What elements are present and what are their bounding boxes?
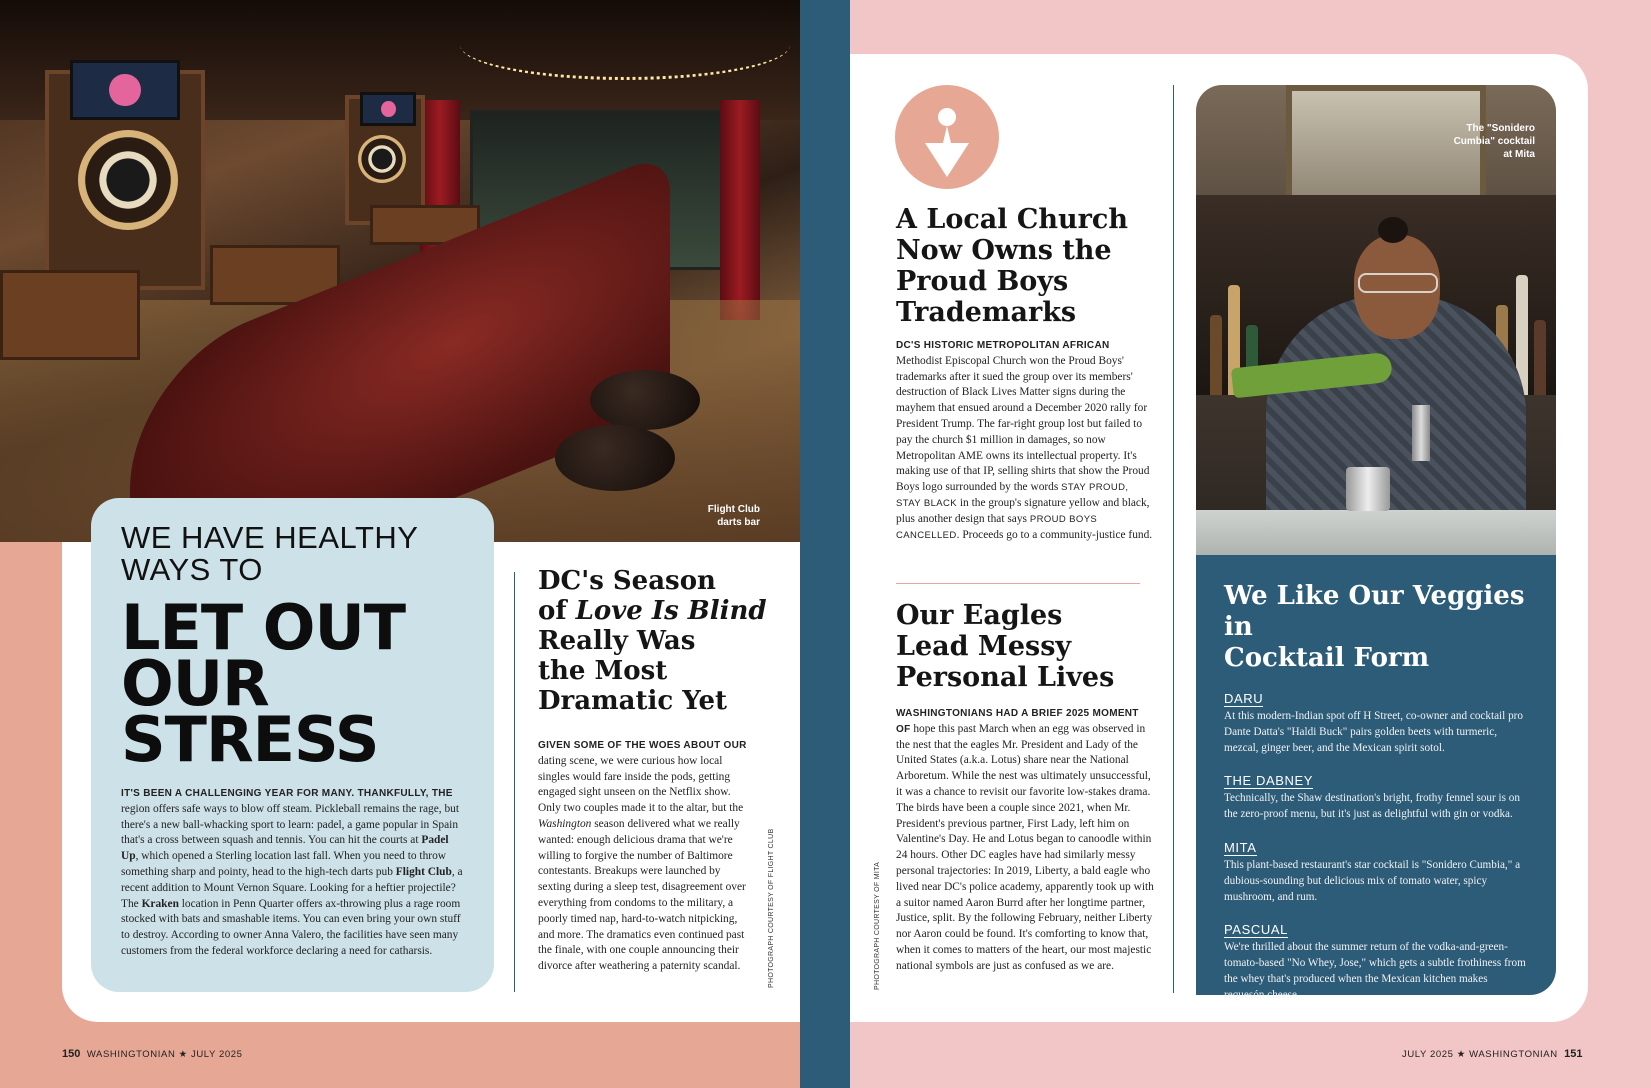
pin-icon: [895, 85, 999, 189]
pin-badge: [895, 85, 999, 189]
veggie-item: [1224, 919, 1528, 1003]
church-headline: [896, 204, 1156, 328]
restaurant-name: THE DABNEY: [1224, 773, 1314, 789]
headline-line: Lead Messy: [896, 631, 1072, 662]
restaurant-desc: We're thrilled about the summer return of the vodka-and-green-tomato-based "No Whey, Jose," which gets a subtle frothiness from the whey that's produced when the Mexican kitchen makes requesón cheese.: [1224, 941, 1526, 1001]
lib-lead: GIVEN SOME OF THE WOES ABOUT OUR: [538, 740, 747, 751]
caption-line: darts bar: [717, 517, 760, 528]
stress-sidebar: [91, 498, 494, 992]
love-is-blind-body: [538, 738, 756, 975]
body-span: Methodist Episcopal Church won the Proud Boys' trademarks after it sued the group over its members' destruction of Black Lives Matter signs during the mayhem that ensued around a December 2020 rally for President Trump. The far-right group lost but failed to pay the church $1 million in damages, so now Metropolitan AME owns its intellectual property. It's making use of that IP, selling shirts that show the Proud Boys logo surrounded by the words: [896, 354, 1150, 494]
flight-club-photo: [0, 0, 800, 542]
eagles-body: [896, 706, 1154, 975]
restaurant-desc: Technically, the Shaw destination's bright, frothy fennel sour is on the zero-proof menu, but it's just as delightful with gin or vodka.: [1224, 792, 1520, 821]
headline-line: Our Eagles: [896, 600, 1063, 631]
caption-line: at Mita: [1503, 149, 1535, 160]
caption-line: The "Sonidero: [1466, 123, 1535, 134]
stress-body: [121, 786, 466, 960]
shirt-text: STAY PROUD, STAY BLACK: [896, 482, 1129, 509]
love-is-blind-headline: [538, 566, 768, 716]
spine-stripe: [800, 0, 850, 1088]
padel-up-name: Padel Up: [121, 834, 449, 863]
kicker-line: WE HAVE HEALTHY: [121, 520, 419, 555]
restaurant-name: DARU: [1224, 691, 1264, 706]
body-span: , which opened a Sterling location last fall. When you need to throw something sharp and pointy, head to the high-tech darts pub: [121, 850, 446, 878]
headline-line: the Most: [538, 656, 668, 686]
body-span: dating scene, we were curious how local singles would fare inside the pods, getting engaged sight unseen on the Netflix show. Only two couples made it to the altar, but the: [538, 754, 744, 815]
church-lead: DC'S HISTORIC METROPOLITAN AFRICAN: [896, 340, 1110, 351]
restaurant-desc: At this modern-Indian spot off H Street, co-owner and cocktail pro Dante Datta's "Haldi Buck" pairs golden beets with turmeric, mezcal, ginger beer, and the Mexican spirit sotol.: [1224, 710, 1523, 754]
veggie-item: [1224, 770, 1528, 823]
flight-club-name: Flight Club: [395, 865, 452, 878]
kicker-line: WAYS TO: [121, 552, 263, 587]
eagles-headline: [896, 600, 1156, 693]
section-divider: [896, 583, 1140, 584]
flight-club-caption: [690, 503, 760, 529]
headline-line: STRESS: [121, 703, 379, 776]
headline-line: Now Owns the: [896, 235, 1112, 266]
photo-credit-flight-club: PHOTOGRAPH COURTESY OF FLIGHT CLUB: [768, 828, 775, 988]
restaurant-desc: This plant-based restaurant's star cocktail is "Sonidero Cumbia," a dubious-sounding but delicious mix of tomato water, spicy mushroom, and rum.: [1224, 858, 1521, 903]
headline-of: of: [538, 596, 576, 626]
column-rule: [1173, 85, 1174, 993]
headline-line: Proud Boys: [896, 266, 1069, 297]
body-span: , a recent addition to Mount Vernon Square. Looking for a heftier projectile? The: [121, 865, 463, 910]
restaurant-name: MITA: [1224, 839, 1257, 855]
stress-lead: IT'S BEEN A CHALLENGING YEAR FOR MANY. THANKFULLY, THE: [121, 788, 453, 799]
veggies-headline: [1224, 581, 1528, 674]
eagles-lead: WASHINGTONIANS HAD A BRIEF 2025 MOMENT OF: [896, 708, 1139, 735]
shirt-text: PROUD BOYS CANCELLED: [896, 513, 1098, 541]
headline-line: Trademarks: [896, 297, 1077, 328]
caption-line: Cumbia" cocktail: [1453, 136, 1535, 147]
body-italic: Washington: [538, 817, 592, 830]
headline-line: A Local Church: [896, 204, 1128, 235]
photo-credit-mita: PHOTOGRAPH COURTESY OF MITA: [874, 861, 881, 990]
page-number: 150: [62, 1048, 81, 1060]
stress-headline: [121, 591, 464, 776]
body-span: . Proceeds go to a community-justice fund.: [956, 528, 1153, 541]
headline-line: [538, 596, 768, 626]
veggies-sidebar: [1196, 555, 1556, 1001]
page-number: 151: [1564, 1048, 1583, 1060]
folio-text: JULY 2025 ★ WASHINGTONIAN: [1402, 1049, 1558, 1060]
headline-line: DC's Season: [538, 566, 716, 596]
headline-line: Really Was: [538, 626, 696, 656]
kraken-name: Kraken: [141, 897, 179, 910]
veggie-item: [1224, 688, 1528, 756]
body-span: hope this past March when an egg was observed in the nest that the eagles Mr. President and Lady of the United States (a.k.a. Lotus) share near the National Arboretum. While the nest was ultimately unsuccessful, it was a chance to revisit our favorite low-stakes drama. The birds have been a couple since 2021, when Mr. President's previous partner, First Lady, left him on Valentine's Day. He and Lotus began to canoodle within 24 hours. Other DC eagles have had similarly messy personal trajectories: In 2019, Liberty, a bald eagle who lived near DC's police academy, apparently took up with a suitor named Aaron Burrd after her longtime partner, Justice, split. By the following February, neither Liberty nor Aaron could be found. It's comforting to know that, when it comes to matters of the heart, our most majestic national symbols are just as confused as we are.: [896, 722, 1154, 972]
body-span: season delivered what we really wanted: enough delicious drama that we're willing to forgive the number of Baltimore contestants. Breakups were launched by sexting during a sleep test, disagreement over everything from condoms to the military, a poorly timed nap, hard-to-watch nitpicking, and more. The dramatics even continued past the finale, with one couple announcing their divorce after weathering a paternity scandal.: [538, 817, 746, 973]
church-body: [896, 338, 1154, 543]
stress-kicker: [121, 522, 464, 586]
body-span: location in Penn Quarter offers ax-throwing plus a rage room stocked with bats and smashable items. You can even bring your own stuff to destroy. According to owner Anna Valero, the facilities have seen many customers from the federal workforce declaring a need for catharsis.: [121, 897, 461, 957]
body-span: region offers safe ways to blow off steam. Pickleball remains the rage, but there's a new ball-whacking sport to learn: padel, a game popular in Spain that's a cross between squash and tennis. You can hit the courts at: [121, 802, 460, 847]
body-span: in the group's signature yellow and black, plus another design that says: [896, 496, 1150, 525]
headline-line: OUR: [121, 647, 269, 720]
veggie-item: [1224, 837, 1528, 905]
folio-text: WASHINGTONIAN ★ JULY 2025: [86, 1049, 243, 1060]
mita-caption: [1440, 122, 1535, 161]
caption-line: Flight Club: [707, 504, 760, 515]
show-title: Love Is Blind: [575, 596, 767, 626]
folio-right: [1402, 1048, 1583, 1060]
headline-line: Dramatic Yet: [538, 686, 728, 716]
headline-line: We Like Our Veggies in: [1224, 581, 1525, 642]
headline-line: LET OUT: [121, 591, 406, 664]
folio-left: [62, 1048, 243, 1060]
headline-line: Cocktail Form: [1224, 643, 1430, 673]
headline-line: Personal Lives: [896, 662, 1115, 693]
column-rule: [514, 572, 515, 992]
restaurant-name: PASCUAL: [1224, 922, 1288, 938]
